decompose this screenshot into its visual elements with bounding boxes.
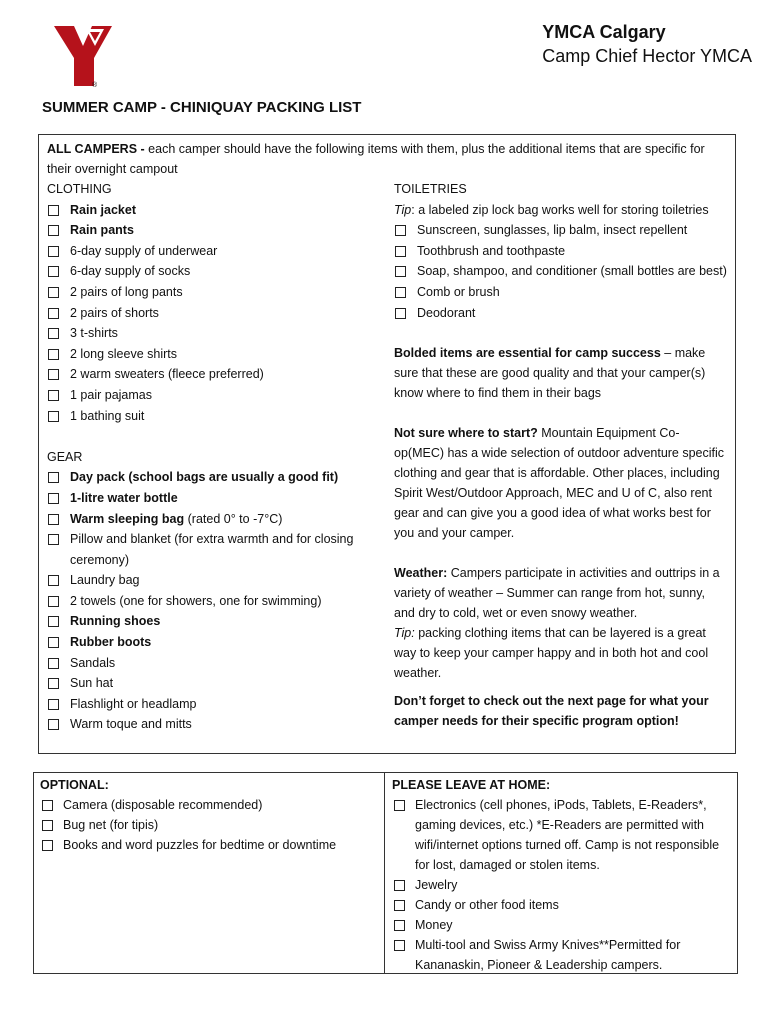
item-text: Flashlight or headlamp [70,696,197,711]
clothing-heading: CLOTHING [47,182,112,196]
org-name: YMCA Calgary [542,22,666,42]
left-column [47,179,392,735]
list-item [47,694,392,715]
list-item [47,591,392,612]
list-item [392,795,732,875]
column-divider [384,773,385,973]
right-column [394,179,729,731]
checkbox-icon[interactable] [395,266,406,277]
item-text: Jewelry [415,878,458,892]
optional-list [40,795,380,855]
intro-text [47,139,727,179]
toiletries-list [394,220,729,323]
optional-column [40,775,380,855]
list-item [47,385,392,406]
item-text: Comb or brush [417,284,500,299]
checkbox-icon[interactable] [395,308,406,319]
leave-home-column [392,775,732,975]
item-text: Electronics (cell phones, iPods, Tablets, E-Readers*, gaming devices, etc.) *E-Readers are permitted with wifi/internet options turned off. Camp is not responsible for lost, damaged or stolen items. [415,798,720,872]
item-text: Day pack (school bags are usually a good fit) [70,470,339,485]
item-text: 2 warm sweaters (fleece preferred) [70,367,264,382]
gear-heading: GEAR [47,449,83,464]
note-text: Mountain Equipment Co-op(MEC) has a wide selection of outdoor adventure specific clothing and gear that is affordable. Other places, including Spirit West/Outdoor Approach, MEC and U of C, also rent gear and can give you a good idea of what works best for you and your camper. [394,426,725,541]
note-bold: Weather: [394,566,448,581]
tip-label: Tip [394,202,412,217]
list-item [40,795,380,815]
item-text: Multi-tool and Swiss Army Knives**Permitted for Kananaskin, Pioneer & Leadership campers. [415,938,681,972]
checkbox-icon[interactable] [48,328,59,339]
list-item [47,406,392,427]
note-bold: Not sure where to start? [394,426,538,441]
toiletries-heading: TOILETRIES [394,182,467,196]
list-item [40,835,380,855]
intro-body: each camper should have the following items with them, plus the additional items that are specific for their overnight campout [47,142,705,176]
list-item [47,261,392,282]
checkbox-icon[interactable] [48,225,59,236]
list-item [40,815,380,835]
checkbox-icon[interactable] [394,800,405,811]
checkbox-icon[interactable] [48,205,59,216]
item-text: Money [415,918,453,932]
checkbox-icon[interactable] [394,900,405,911]
gear-list-bottom [47,529,392,735]
checkbox-icon[interactable] [48,287,59,298]
list-item [392,935,732,975]
item-text: Sun hat [70,676,114,691]
checkbox-icon[interactable] [48,411,59,422]
list-item [47,282,392,303]
item-text: 3 t-shirts [70,326,118,341]
item-text: Laundry bag [70,573,140,588]
checkbox-icon[interactable] [48,596,59,607]
list-item [47,364,392,385]
list-item [47,488,392,509]
item-text: Sunscreen, sunglasses, lip balm, insect repellent [417,223,688,238]
list-item [392,915,732,935]
item-text: Rain jacket [70,202,137,217]
list-item [47,200,392,221]
item-text: 6-day supply of socks [70,264,191,279]
list-item [47,303,392,324]
checkbox-icon[interactable] [48,493,59,504]
note-text: packing clothing items that can be layered is a great way to keep your camper happy and in both hot and cool weather. [394,626,709,681]
checkbox-icon[interactable] [395,287,406,298]
checkbox-icon[interactable] [394,880,405,891]
checkbox-icon[interactable] [394,940,405,951]
checkbox-icon[interactable] [48,678,59,689]
registered-mark: ® [92,82,98,89]
start-note [394,423,729,543]
bolded-note [394,343,729,403]
checkbox-icon[interactable] [48,266,59,277]
list-item [47,509,392,530]
item-text: Books and word puzzles for bedtime or downtime [63,838,337,852]
item-text: Warm toque and mitts [70,717,192,732]
list-item [47,241,392,262]
checkbox-icon[interactable] [48,246,59,257]
item-text: Camera (disposable recommended) [63,798,263,812]
optional-leave-box [33,772,738,974]
list-item [392,875,732,895]
item-text: Pillow and blanket (for extra warmth and for closing ceremony) [70,532,354,567]
list-item [392,895,732,915]
item-text: 2 long sleeve shirts [70,346,178,361]
checkbox-icon[interactable] [48,575,59,586]
ymca-logo [52,20,114,92]
leave-home-list [392,795,732,975]
next-page-note: Don’t forget to check out the next page for what your camper needs for their specific program option! [394,694,709,729]
gear-list-top [47,467,392,508]
checkbox-icon[interactable] [48,719,59,730]
item-text: 6-day supply of underwear [70,243,218,258]
list-item [47,673,392,694]
item-text: Deodorant [417,305,476,320]
checkbox-icon[interactable] [48,514,59,525]
checkbox-icon[interactable] [48,637,59,648]
item-text: Candy or other food items [415,898,559,912]
checkbox-icon[interactable] [48,616,59,627]
tip-text: : a labeled zip lock bag works well for storing toiletries [411,202,709,217]
item-text: (rated 0° to -7°C) [184,511,283,526]
intro-bold: ALL CAMPERS - [47,142,149,156]
checkbox-icon[interactable] [48,658,59,669]
item-text: Toothbrush and toothpaste [417,243,566,258]
list-item [394,261,729,282]
checkbox-icon[interactable] [42,820,53,831]
checkbox-icon[interactable] [48,349,59,360]
item-bold-text: Warm sleeping bag [70,511,185,526]
checkbox-icon[interactable] [48,699,59,710]
document-title: SUMMER CAMP - CHINIQUAY PACKING LIST [42,99,362,116]
clothing-list [47,200,392,427]
item-text: 1 bathing suit [70,408,145,423]
list-item [47,323,392,344]
checkbox-icon[interactable] [48,369,59,380]
checkbox-icon[interactable] [395,225,406,236]
list-item [47,344,392,365]
item-text: 1 pair pajamas [70,387,152,402]
list-item [47,220,392,241]
list-item [47,632,392,653]
item-text: 2 towels (one for showers, one for swimming) [70,593,322,608]
checkbox-icon[interactable] [48,472,59,483]
item-text: 2 pairs of shorts [70,305,159,320]
checkbox-icon[interactable] [48,308,59,319]
list-item [47,529,392,570]
list-item [47,467,392,488]
checkbox-icon[interactable] [394,920,405,931]
checkbox-icon[interactable] [42,840,53,851]
list-item [47,714,392,735]
packing-list-box [38,134,736,754]
checkbox-icon[interactable] [42,800,53,811]
list-item [47,653,392,674]
toiletries-tip [394,200,729,221]
list-item [394,303,729,324]
list-item [394,282,729,303]
item-text: 1-litre water bottle [70,490,178,505]
checkbox-icon[interactable] [395,246,406,257]
list-item [47,611,392,632]
item-text: Soap, shampoo, and conditioner (small bottles are best) [417,264,727,279]
camp-name: Camp Chief Hector YMCA [542,46,752,66]
org-header [542,20,752,68]
leave-home-heading: PLEASE LEAVE AT HOME: [392,778,551,792]
note-bold: Bolded items are essential for camp success [394,346,661,361]
list-item [47,570,392,591]
list-item [394,220,729,241]
checkbox-icon[interactable] [48,534,59,545]
item-text: Rain pants [70,223,134,238]
tip-label: Tip: [394,626,415,641]
note-text: – make sure that these are good quality and that your camper(s) know where to find them in their bags [394,346,706,401]
optional-heading: OPTIONAL: [40,778,109,792]
note-text: Campers participate in activities and outtrips in a variety of weather – Summer can range from hot, sunny, and dry to cold, wet or even snowy weather. [394,566,720,621]
item-text: Running shoes [70,614,161,629]
checkbox-icon[interactable] [48,390,59,401]
item-text: Sandals [70,655,116,670]
weather-note [394,563,729,683]
item-text: 2 pairs of long pants [70,284,183,299]
item-text: Bug net (for tipis) [63,818,159,832]
item-text: Rubber boots [70,635,152,650]
list-item [394,241,729,262]
